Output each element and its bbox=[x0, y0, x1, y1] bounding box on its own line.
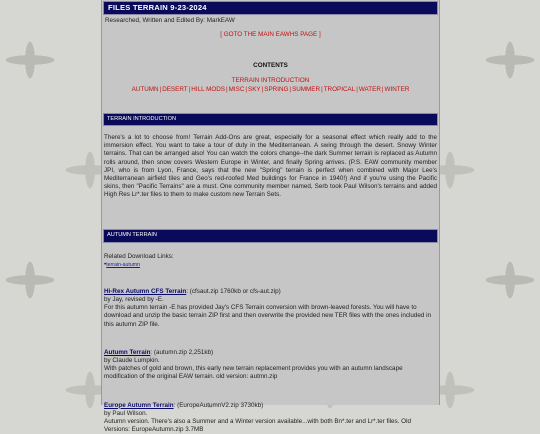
related-link[interactable]: terrain-autumn bbox=[106, 261, 140, 268]
entry-title-link[interactable]: Hi-Rex Autumn CFS Terrain bbox=[104, 287, 187, 295]
entry-title-link[interactable]: Europe Autumn Terrain bbox=[104, 401, 174, 409]
nav-separator: | bbox=[245, 85, 248, 93]
download-entry bbox=[102, 402, 439, 434]
nav-separator: | bbox=[159, 85, 162, 93]
nav-spring[interactable]: SPRING bbox=[264, 85, 289, 93]
nav-terrain-intro[interactable]: TERRAIN INTRODUCTION bbox=[231, 77, 310, 85]
entry-file-info: : (EuropeAutumnV2.zip 3730kb) bbox=[173, 401, 264, 409]
entry-author: by Claude Lumpkin. bbox=[104, 357, 160, 364]
content-column bbox=[101, 0, 440, 434]
entry-description: Autumn version. There's also a Summer and a Winter version available...with both Bn*.ter and Lr*.ter files. Old Versions: EuropeAutumn.zip 3.7MB bbox=[104, 417, 411, 434]
entry-file-info: : (cfsaut.zip 1760kb or cfs-aut.zip) bbox=[186, 287, 281, 295]
nav-separator: | bbox=[356, 85, 358, 93]
nav-sky[interactable]: SKY bbox=[248, 85, 261, 93]
entry-header bbox=[104, 402, 437, 410]
entry-header bbox=[104, 349, 437, 357]
nav-autumn[interactable]: AUTUMN bbox=[131, 85, 159, 93]
contents-nav bbox=[102, 86, 439, 94]
section-bar-autumn bbox=[103, 229, 438, 242]
entry-title-link[interactable]: Autumn Terrain bbox=[104, 348, 151, 356]
nav-hill-mods[interactable]: HILL MODS bbox=[191, 85, 225, 93]
related-link-row: •terrain-autumn bbox=[104, 260, 140, 268]
entry-author: by Paul Wilson. bbox=[104, 409, 148, 417]
nav-separator: | bbox=[225, 85, 228, 93]
byline: Researched, Written and Edited By: MarkEAW bbox=[105, 16, 235, 24]
section-title: AUTUMN TERRAIN bbox=[107, 232, 157, 239]
nav-separator: | bbox=[188, 85, 191, 93]
entry-author: by Jay, revised by -E. bbox=[104, 296, 164, 304]
entry-header bbox=[104, 288, 437, 296]
entry-description: For this autumn terrain -E has provided Jay's CFS Terrain conversion with brown-leaved forests. You will have to download and unzip the basic terrain ZIP first and then overwrite the provided new TER files with the ones included in this autumn ZIP file. bbox=[104, 304, 432, 328]
download-entry bbox=[102, 349, 439, 382]
related-links-label: Related Download Links: bbox=[104, 252, 174, 260]
contents-heading: CONTENTS bbox=[253, 62, 288, 70]
section-title: TERRAIN INTRODUCTION bbox=[107, 115, 176, 122]
section-bar-terrain-intro bbox=[103, 113, 438, 126]
nav-separator: | bbox=[381, 85, 384, 93]
nav-desert[interactable]: DESERT bbox=[162, 85, 188, 93]
download-entry bbox=[102, 288, 439, 329]
page-title: FILES TERRAIN 9-23-2024 bbox=[108, 3, 207, 12]
nav-separator: | bbox=[261, 85, 264, 93]
nav-misc[interactable]: MISC bbox=[228, 85, 245, 93]
nav-tropical[interactable]: TROPICAL bbox=[323, 85, 356, 93]
intro-paragraph: There's a lot to choose from! Terrain Add-Ons are great, especially for a seasonal effect which really add to the immersion effect. You want to take a tour of duty in the Mediterranean. A swing through the desert. Snowy Winter terrains. That can be arranged also! You can watch the colors change--the dark Summer terrain is replaced as Autumn rolls around, then snow covers Western Europe in Winter, and finally Spring arrives. (P.S. EAW community member JPI, who is from Lyon, France, says that the new "Spring" terrain is perfect when combined with Major Lee's Mediterranean airfield tiles and Geo's red-roofed Med buildings for France in 1940!) And if you're using the Pacific skins, then "Pacific Terrains" are a must. One community member named, Serb took Paul Wilson's terrains and added High Res Lr*.ter files to them to make custom new Terrain Sets. bbox=[104, 133, 437, 199]
goto-main-link[interactable]: [ GOTO THE MAIN EAWHS PAGE ] bbox=[220, 31, 321, 39]
nav-separator: | bbox=[321, 85, 323, 93]
nav-water[interactable]: WATER bbox=[358, 85, 381, 93]
nav-winter[interactable]: WINTER bbox=[384, 85, 410, 93]
nav-summer[interactable]: SUMMER bbox=[292, 85, 321, 93]
nav-separator: | bbox=[289, 85, 292, 93]
page-title-bar bbox=[103, 1, 438, 15]
entry-description: With patches of gold and brown, this early new terrain replacement provides you with an autumn landscape modification of the original EAW terrain. old version: autmn.zip bbox=[104, 365, 403, 381]
goto-main-link-row bbox=[102, 31, 439, 39]
entry-file-info: : (autumn.zip 2,251kb) bbox=[150, 348, 214, 356]
